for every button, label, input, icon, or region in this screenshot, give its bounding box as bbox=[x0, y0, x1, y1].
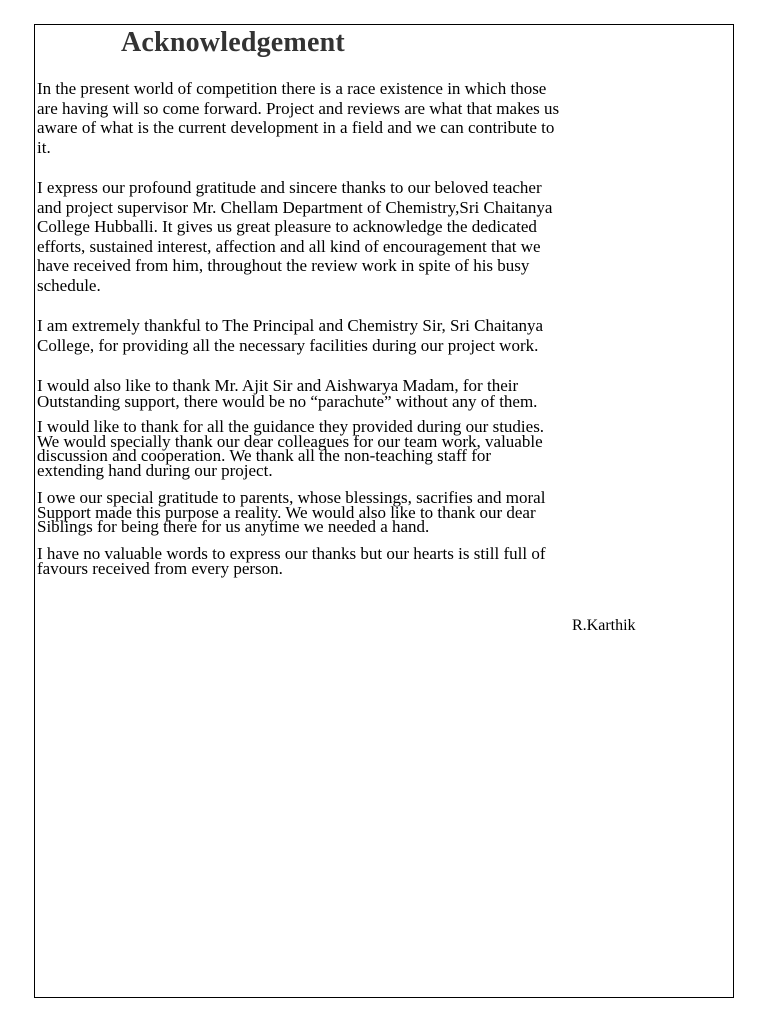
paragraph-line: discussion and cooperation. We thank all the non-teaching staff for bbox=[37, 446, 492, 466]
paragraph-line: I would like to thank for all the guidance they provided during our studies. bbox=[37, 417, 545, 436]
paragraph-intro bbox=[37, 79, 734, 157]
paragraph-thanks-parents bbox=[37, 488, 734, 537]
signature-name: R.Karthik bbox=[572, 617, 636, 634]
paragraph-line: I am extremely thankful to The Principal and Chemistry Sir, Sri Chaitanya bbox=[37, 316, 544, 335]
paragraph-line: it. bbox=[37, 137, 51, 157]
paragraph-line: favours received from every person. bbox=[37, 558, 283, 578]
paragraph-line: aware of what is the current development in a field and we can contribute to bbox=[37, 118, 555, 138]
paragraph-thanks-principal bbox=[37, 316, 734, 355]
paragraph-line: I express our profound gratitude and sincere thanks to our beloved teacher bbox=[37, 178, 542, 197]
paragraph-line: have received from him, throughout the review work in spite of his busy bbox=[37, 256, 530, 276]
paragraph-line: I have no valuable words to express our thanks but our hearts is still full of bbox=[37, 544, 546, 563]
paragraph-line: I would also like to thank Mr. Ajit Sir and Aishwarya Madam, for their bbox=[37, 376, 519, 395]
paragraph-line: are having will so come forward. Project and reviews are what that makes us bbox=[37, 98, 560, 118]
paragraph-line: College, for providing all the necessary facilities during our project work. bbox=[37, 335, 539, 355]
paragraph-line: schedule. bbox=[37, 275, 101, 295]
paragraph-line: I owe our special gratitude to parents, whose blessings, sacrifies and moral bbox=[37, 488, 546, 507]
page-title: Acknowledgement bbox=[121, 27, 345, 58]
paragraph-closing bbox=[37, 544, 734, 578]
paragraph-line: and project supervisor Mr. Chellam Department of Chemistry,Sri Chaitanya bbox=[37, 197, 553, 217]
paragraph-line: efforts, sustained interest, affection and all kind of encouragement that we bbox=[37, 236, 541, 256]
paragraph-line: Outstanding support, there would be no “parachute” without any of them. bbox=[37, 391, 538, 411]
paragraph-line: College Hubballi. It gives us great pleasure to acknowledge the dedicated bbox=[37, 217, 537, 237]
document-page bbox=[34, 24, 734, 998]
paragraph-line: We would specially thank our dear colleagues for our team work, valuable bbox=[37, 431, 543, 451]
paragraph-thanks-guidance bbox=[37, 417, 734, 480]
paragraph-line: Support made this purpose a reality. We would also like to thank our dear bbox=[37, 502, 536, 522]
paragraph-gratitude-supervisor bbox=[37, 178, 734, 296]
paragraph-line: extending hand during our project. bbox=[37, 460, 273, 480]
paragraph-thanks-staff bbox=[37, 376, 734, 411]
paragraph-line: In the present world of competition there is a race existence in which those bbox=[37, 79, 547, 98]
paragraph-line: Siblings for being there for us anytime we needed a hand. bbox=[37, 517, 430, 537]
